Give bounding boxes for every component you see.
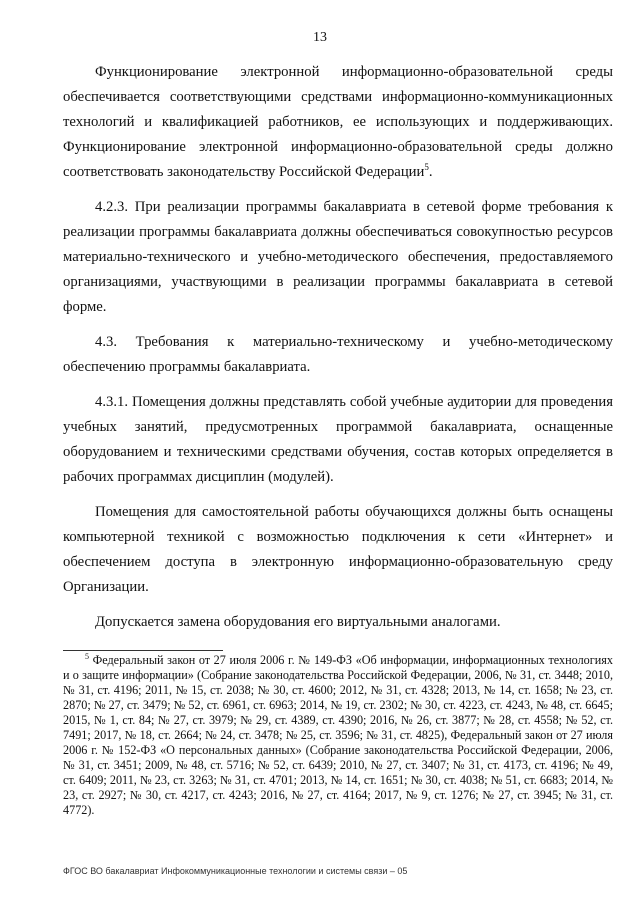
paragraph-4-2-3: 4.2.3. При реализации программы бакалавриата в сетевой форме требования к реализации программы бакалавриата должны обеспечиваться совокупностью ресурсов материально-технического и учебно-методического обеспечения, предоставляемого организациями, участвующими в реализации программы бакалавриата в сетевой форме. <box>63 199 613 315</box>
paragraph-4-3: 4.3. Требования к материально-техническому и учебно-методическому обеспечению программы бакалавриата. <box>63 334 613 375</box>
paragraph-esoe <box>63 60 613 185</box>
body-text <box>63 60 613 645</box>
footnote <box>63 653 613 818</box>
footnote-ref: 5 <box>424 162 429 173</box>
page-footer: ФГОС ВО бакалавриат Инфокоммуникационные технологии и системы связи – 05 <box>63 866 408 876</box>
footnote-divider <box>63 650 223 651</box>
paragraph-tail: . <box>428 164 433 180</box>
page-number: 13 <box>313 30 327 45</box>
paragraph-text: Функционирование электронной информационно-образовательной среды обеспечивается соответствующими средствами информационно-коммуникационных технологий и квалификацией работников, ее использующих и поддерживающих. Функционирование электронной информационно-образовательной среды должно соответствовать законодательству Российской Федерации <box>63 64 613 180</box>
paragraph-self-study-rooms: Помещения для самостоятельной работы обучающихся должны быть оснащены компьютерной техникой с возможностью подключения к сети «Интернет» и обеспечением доступа в электронную информационно-образовательную среду Организации. <box>63 504 613 595</box>
footnote-marker: 5 <box>85 651 89 661</box>
paragraph-4-3-1: 4.3.1. Помещения должны представлять собой учебные аудитории для проведения учебных занятий, предусмотренных программой бакалавриата, оснащенные оборудованием и техническими средствами обучения, состав которых определяется в рабочих программах дисциплин (модулей). <box>63 394 613 485</box>
footnote-text: Федеральный закон от 27 июля 2006 г. № 149-ФЗ «Об информации, информационных технологиях и о защите информации» (Собрание законодательства Российской Федерации, 2006, № 31, ст. 3448; 2010, № 31, ст. 4196; 2011, № 15, ст. 2038; № 30, ст. 4600; 2012, № 31, ст. 4328; 2013, № 14, ст. 1658; № 23, ст. 2870; № 27, ст. 3479; № 52, ст. 6961, ст. 6963; 2014, № 19, ст. 2302; № 30, ст. 4223, ст. 4243, № 48, ст. 6645; 2015, № 1, ст. 84; № 27, ст. 3979; № 29, ст. 4389, ст. 4390; 2016, № 26, ст. 3877; № 28, ст. 4558; № 52, ст. 7491; 2017, № 18, ст. 2664; № 24, ст. 3478; № 25, ст. 3596; № 31, ст. 4825), Федеральный закон от 27 июля 2006 г. № 152-ФЗ «О персональных данных» (Собрание законодательства Российской Федерации, 2006, № 31, ст. 3451; 2009, № 48, ст. 5716; № 52, ст. 6439; 2010, № 27, ст. 3407; № 31, ст. 4173, ст. 4196; № 49, ст. 6409; 2011, № 23, ст. 3263; № 31, ст. 4701; 2013, № 14, ст. 1651; № 30, ст. 4038; № 51, ст. 6683; 2014, № 23, ст. 2927; № 30, ст. 4217, ст. 4243; 2016, № 27, ст. 4164; 2017, № 9, ст. 1276; № 27, ст. 3945; № 31, ст. 4772). <box>63 653 613 817</box>
paragraph-virtual-analogs: Допускается замена оборудования его виртуальными аналогами. <box>95 614 501 630</box>
